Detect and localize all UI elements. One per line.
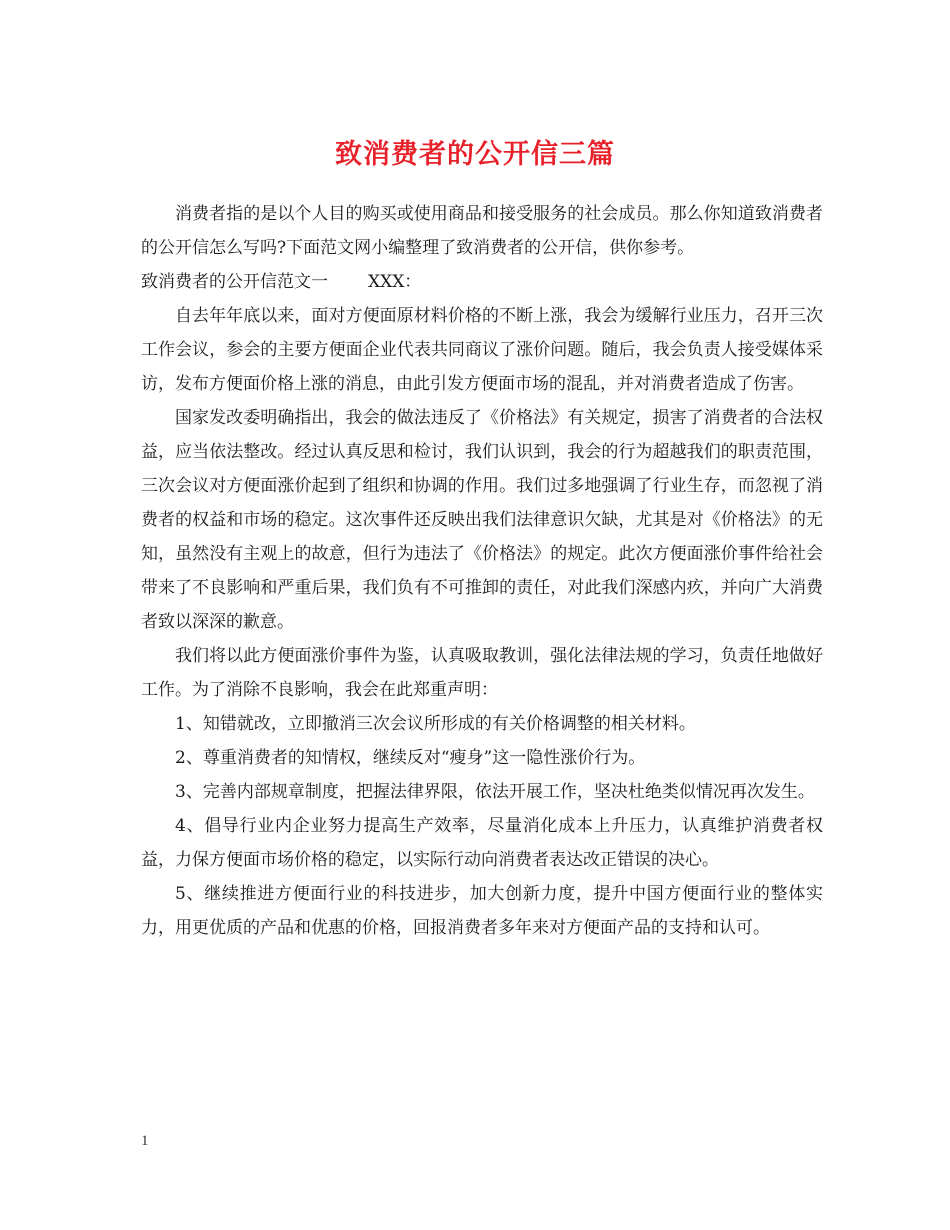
document-body	[141, 197, 823, 945]
paragraph-2: 国家发改委明确指出，我会的做法违反了《价格法》有关规定，损害了消费者的合法权益，应当依法整改。经过认真反思和检讨，我们认识到，我会的行为超越我们的职责范围，三次会议对方便面涨价起到了组织和协调的作用。我们过多地强调了行业生存，而忽视了消费者的权益和市场的稳定。这次事件还反映出我们法律意识欠缺，尤其是对《价格法》的无知，虽然没有主观上的故意，但行为违法了《价格法》的规定。此次方便面涨价事件给社会带来了不良影响和严重后果，我们负有不可推卸的责任，对此我们深感内疚，并向广大消费者致以深深的歉意。	[141, 408, 823, 632]
paragraph-3: 我们将以此方便面涨价事件为鉴，认真吸取教训，强化法律法规的学习，负责任地做好工作。为了消除不良影响，我会在此郑重声明：	[141, 646, 823, 700]
list-item-1: 1、知错就改，立即撤消三次会议所形成的有关价格调整的相关材料。	[175, 714, 696, 734]
document-title: 致消费者的公开信三篇	[335, 139, 615, 170]
page-number: 1	[141, 1133, 149, 1149]
section-heading: 致消费者的公开信范文一	[141, 272, 328, 292]
list-item-4: 4、倡导行业内企业努力提高生产效率，尽量消化成本上升压力，认真维护消费者权益，力保方便面市场价格的稳定，以实际行动向消费者表达改正错误的决心。	[141, 816, 823, 870]
list-item-5: 5、继续推进方便面行业的科技进步，加大创新力度，提升中国方便面行业的整体实力，用更优质的产品和优惠的价格，回报消费者多年来对方便面产品的支持和认可。	[141, 884, 823, 938]
salutation: XXX：	[368, 272, 422, 292]
list-item-3: 3、完善内部规章制度，把握法律界限，依法开展工作，坚决杜绝类似情况再次发生。	[175, 782, 815, 802]
paragraph-1: 自去年年底以来，面对方便面原材料价格的不断上涨，我会为缓解行业压力，召开三次工作会议，参会的主要方便面企业代表共同商议了涨价问题。随后，我会负责人接受媒体采访，发布方便面价格上涨的消息，由此引发方便面市场的混乱，并对消费者造成了伤害。	[141, 306, 823, 394]
section-heading-line	[141, 265, 823, 299]
list-item-2: 2、尊重消费者的知情权，继续反对“瘦身”这一隐性涨价行为。	[175, 748, 646, 768]
intro-paragraph: 消费者指的是以个人目的购买或使用商品和接受服务的社会成员。那么你知道致消费者的公开信怎么写吗?下面范文网小编整理了致消费者的公开信，供你参考。	[141, 204, 823, 258]
